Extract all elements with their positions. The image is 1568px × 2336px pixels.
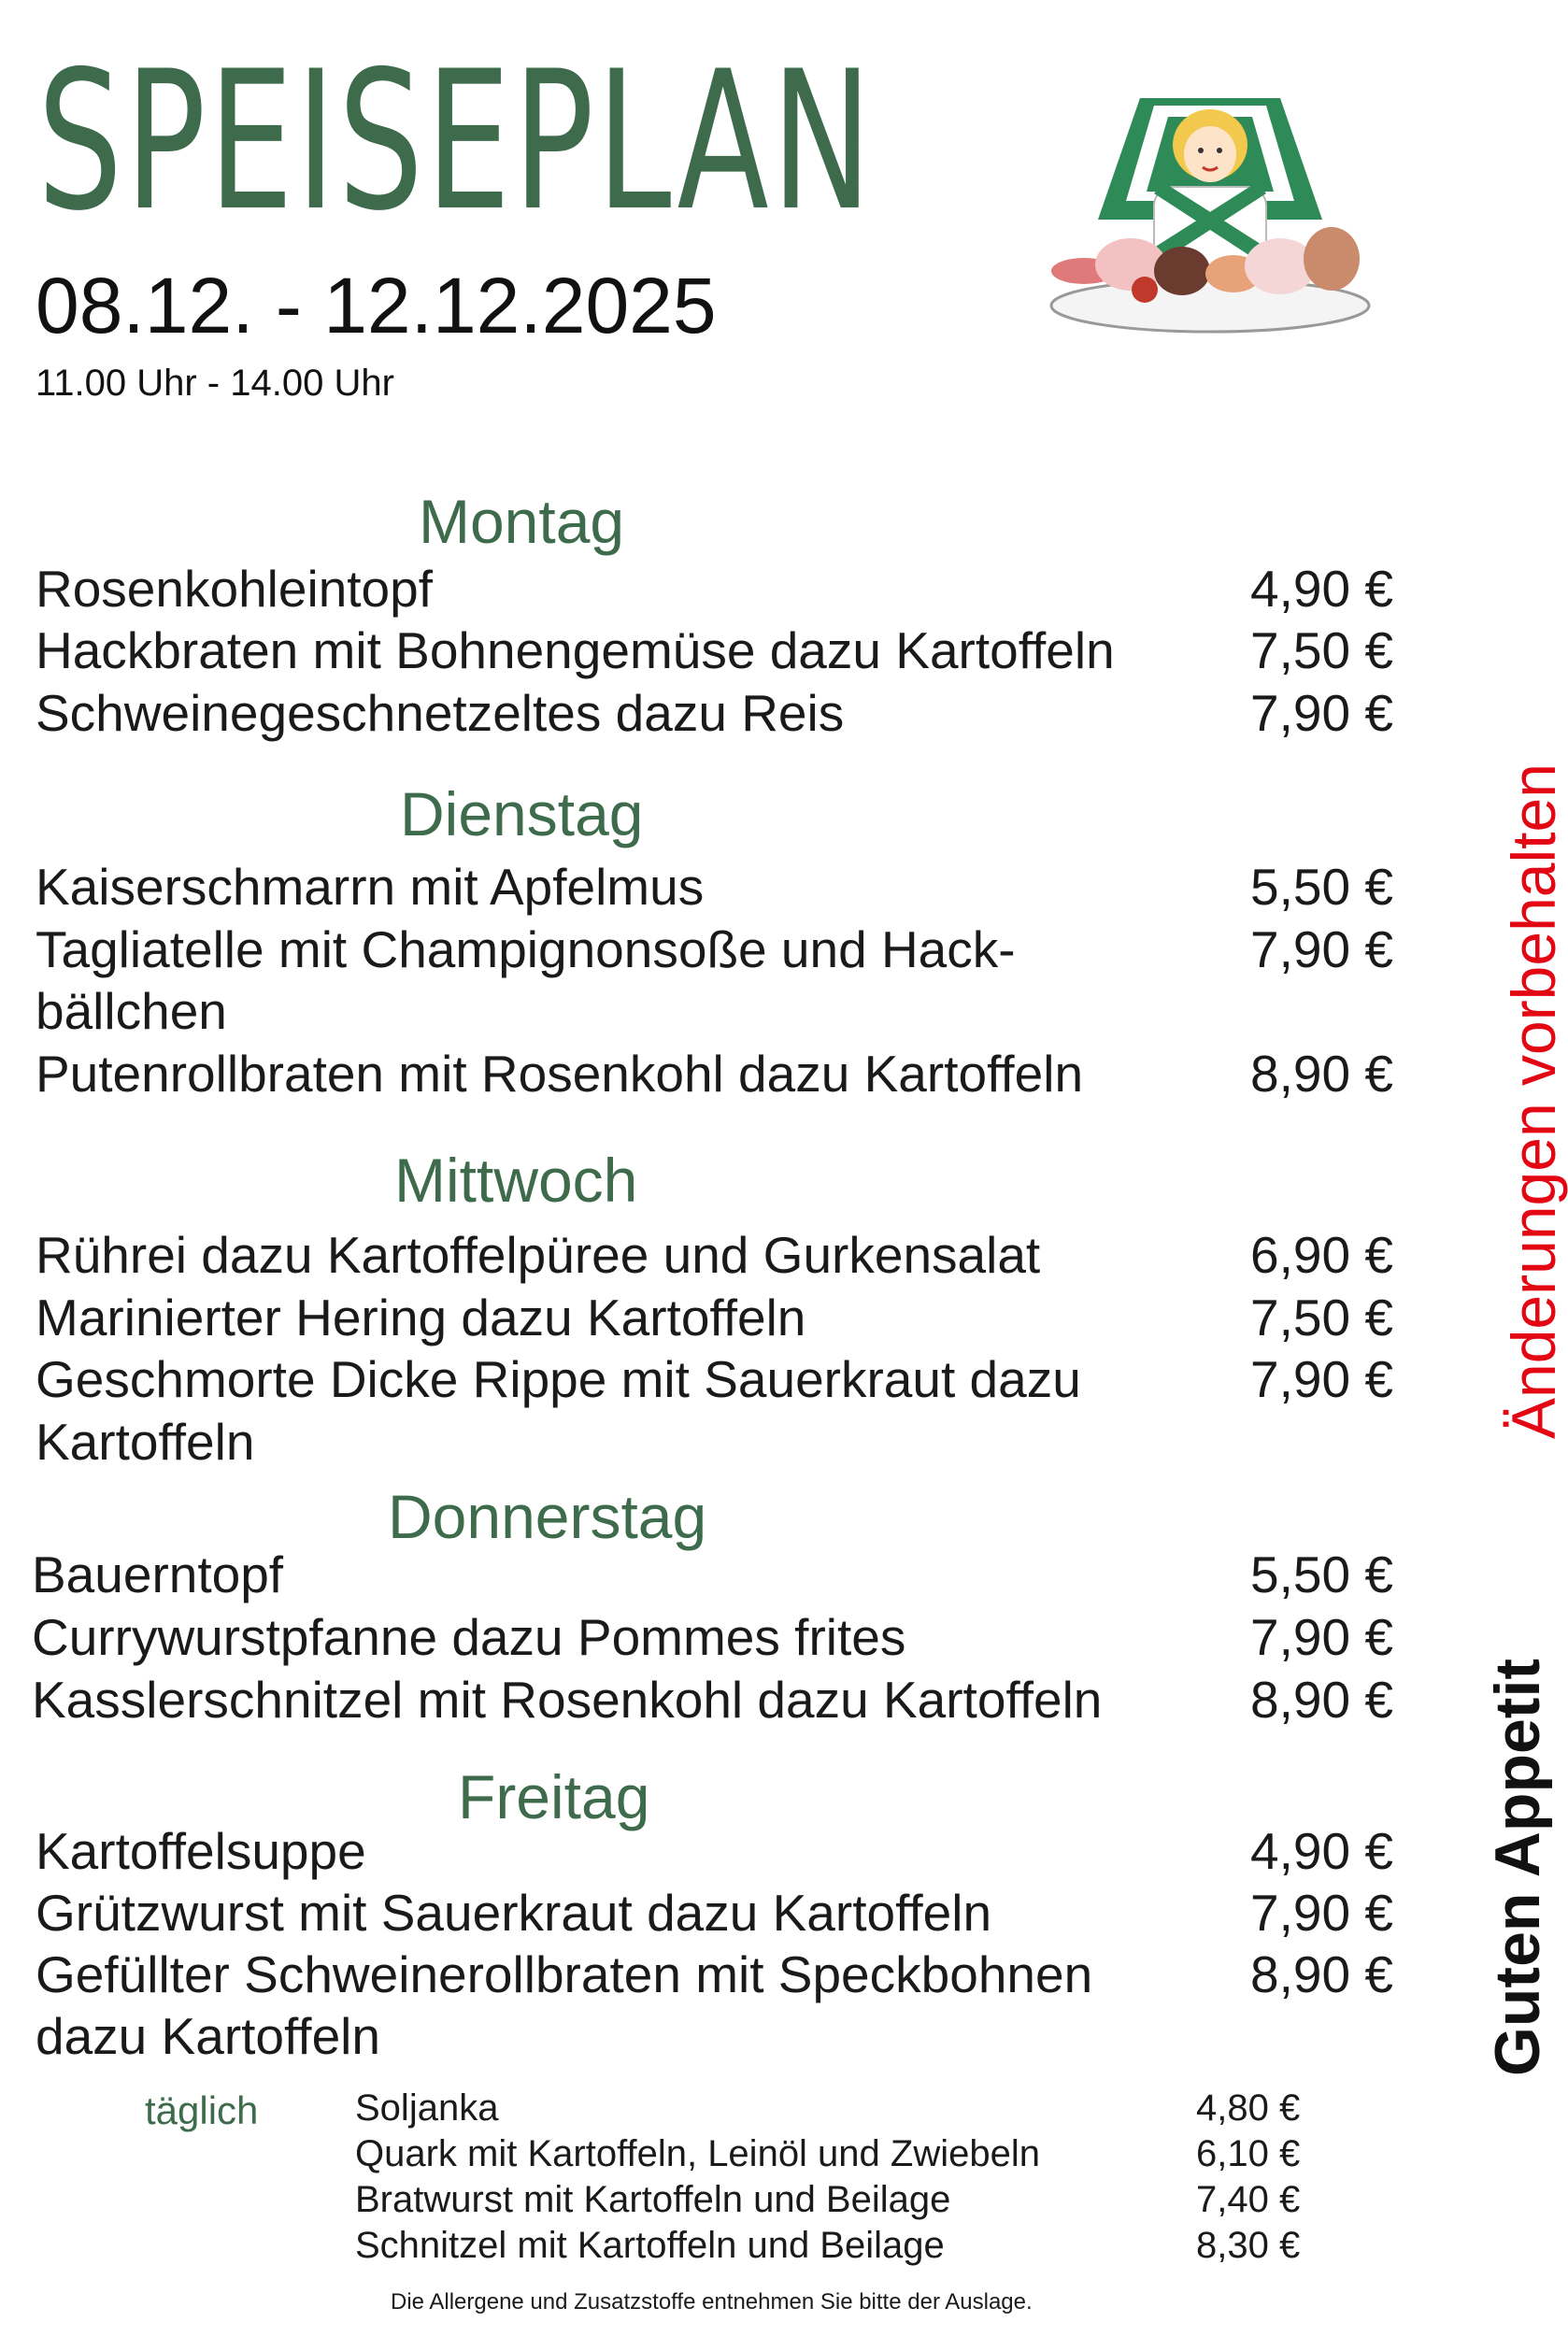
allergen-footnote: Die Allergene und Zusatzstoffe entnehmen Sie bitte der Auslage.: [391, 2289, 1033, 2315]
menu-price: 7,90 €: [1250, 920, 1393, 978]
day-heading-montag: Montag: [419, 487, 625, 556]
menu-item: Rosenkohleintopf: [36, 560, 434, 618]
menu-item-continuation: bällchen: [36, 982, 227, 1040]
menu-price: 8,90 €: [1250, 1671, 1393, 1729]
menu-price: 7,50 €: [1250, 1289, 1393, 1346]
menu-item: Putenrollbraten mit Rosenkohl dazu Kartoffeln: [36, 1045, 1084, 1103]
daily-item: Soljanka: [355, 2087, 499, 2129]
menu-price: 7,90 €: [1250, 1608, 1393, 1666]
day-heading-mittwoch: Mittwoch: [394, 1146, 638, 1215]
daily-price: 6,10 €: [1196, 2133, 1301, 2174]
menu-item: Bauerntopf: [32, 1545, 284, 1603]
menu-item: Kartoffelsuppe: [36, 1822, 366, 1880]
menu-item: Schweinegeschnetzeltes dazu Reis: [36, 684, 845, 742]
menu-price: 5,50 €: [1250, 858, 1393, 916]
daily-price: 4,80 €: [1196, 2087, 1301, 2129]
menu-item: Hackbraten mit Bohnengemüse dazu Kartoffeln: [36, 621, 1115, 679]
menu-price: 8,90 €: [1250, 1945, 1393, 2003]
butcher-girl-with-meat-platter-icon: [1042, 89, 1378, 336]
day-heading-donnerstag: Donnerstag: [388, 1482, 707, 1551]
menu-item-continuation: dazu Kartoffeln: [36, 2007, 380, 2065]
menu-item: Gefüllter Schweinerollbraten mit Speckbohnen: [36, 1945, 1093, 2003]
menu-item: Geschmorte Dicke Rippe mit Sauerkraut dazu: [36, 1350, 1081, 1408]
menu-item: Kaiserschmarrn mit Apfelmus: [36, 858, 705, 916]
menu-price: 4,90 €: [1250, 560, 1393, 618]
daily-item: Bratwurst mit Kartoffeln und Beilage: [355, 2179, 951, 2220]
day-heading-dienstag: Dienstag: [400, 779, 644, 848]
day-heading-freitag: Freitag: [458, 1762, 650, 1831]
daily-item: Schnitzel mit Kartoffeln und Beilage: [355, 2225, 945, 2266]
menu-price: 7,90 €: [1250, 1350, 1393, 1408]
menu-price: 4,90 €: [1250, 1822, 1393, 1880]
menu-item: Tagliatelle mit Champignonsoße und Hack-: [36, 920, 1016, 978]
guten-appetit-text: Guten Appetit: [1482, 1659, 1553, 2076]
opening-hours: 11.00 Uhr - 14.00 Uhr: [36, 363, 394, 404]
page-title: SPEISEPLAN: [37, 31, 875, 253]
daily-price: 7,40 €: [1196, 2179, 1301, 2220]
changes-reserved-notice: Änderungen vorbehalten: [1499, 763, 1568, 1439]
menu-item: Kasslerschnitzel mit Rosenkohl dazu Kartoffeln: [32, 1671, 1103, 1729]
date-range: 08.12. - 12.12.2025: [36, 262, 717, 349]
menu-item: Grützwurst mit Sauerkraut dazu Kartoffeln: [36, 1884, 992, 1942]
menu-item: Currywurstpfanne dazu Pommes frites: [32, 1608, 906, 1666]
menu-price: 7,50 €: [1250, 621, 1393, 679]
menu-item-continuation: Kartoffeln: [36, 1413, 255, 1471]
menu-price: 7,90 €: [1250, 1884, 1393, 1942]
menu-price: 6,90 €: [1250, 1226, 1393, 1284]
menu-item: Marinierter Hering dazu Kartoffeln: [36, 1289, 806, 1346]
daily-label: täglich: [145, 2088, 259, 2132]
menu-item: Rührei dazu Kartoffelpüree und Gurkensalat: [36, 1226, 1041, 1284]
menu-price: 7,90 €: [1250, 684, 1393, 742]
daily-item: Quark mit Kartoffeln, Leinöl und Zwiebeln: [355, 2133, 1040, 2174]
menu-price: 8,90 €: [1250, 1045, 1393, 1103]
menu-price: 5,50 €: [1250, 1545, 1393, 1603]
daily-price: 8,30 €: [1196, 2225, 1301, 2266]
